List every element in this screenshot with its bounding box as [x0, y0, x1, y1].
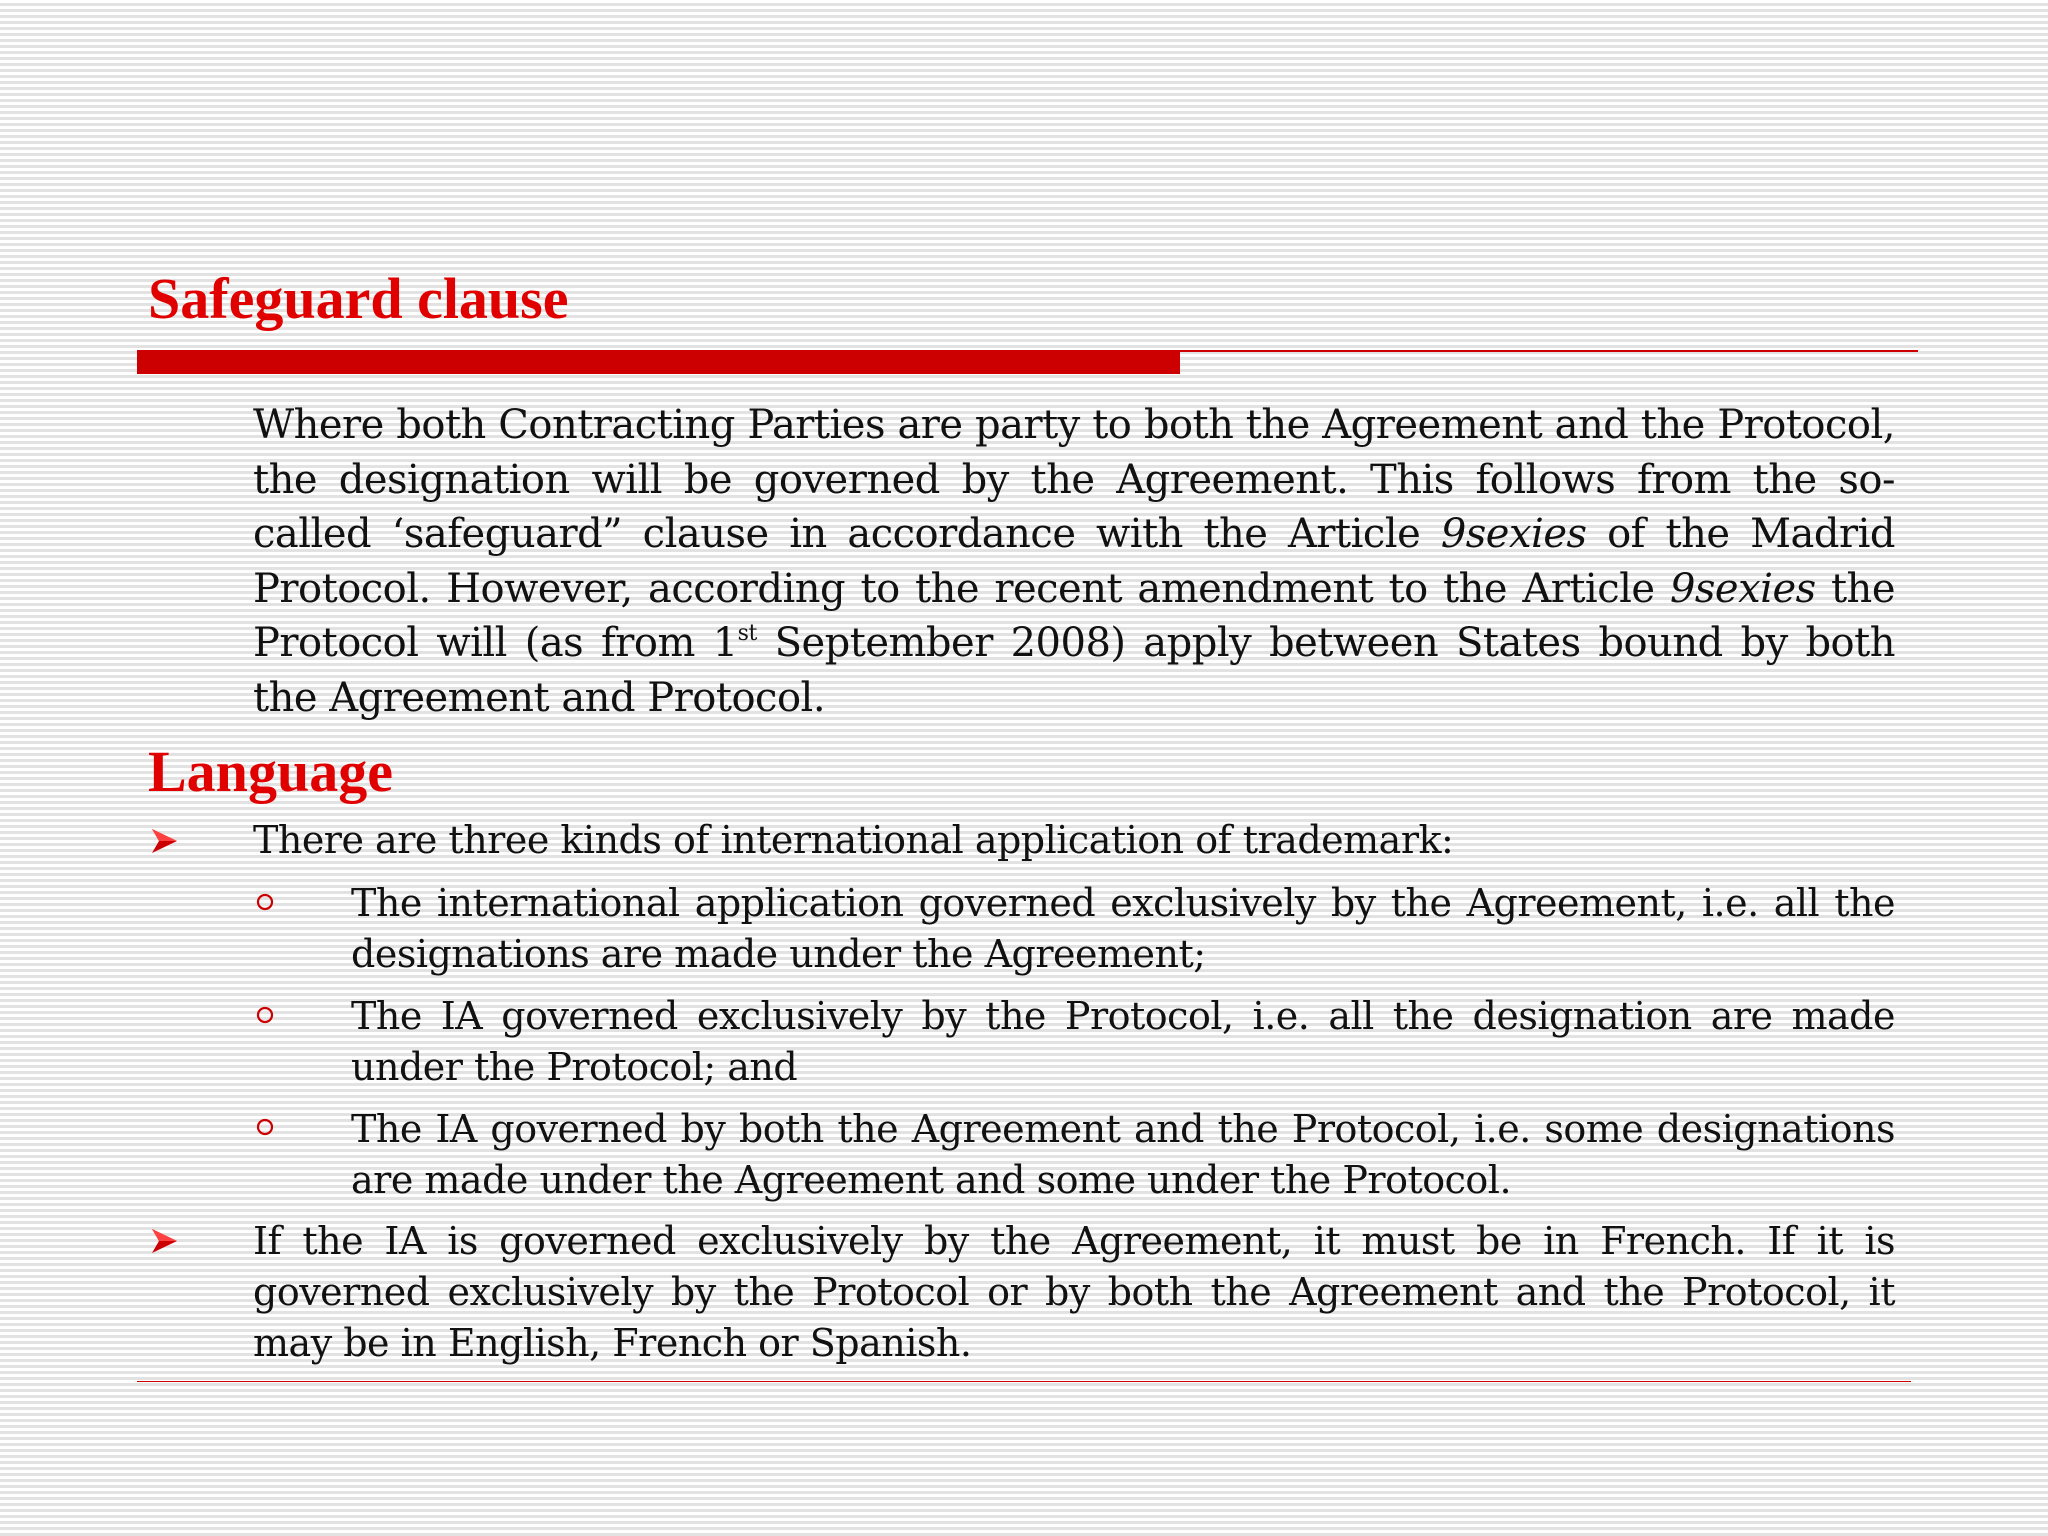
- paragraph-italic-term: 9sexies: [1669, 565, 1816, 612]
- paragraph-italic-term: 9sexies: [1440, 511, 1587, 557]
- heading-safeguard-clause: Safeguard clause: [148, 266, 569, 331]
- paragraph-text: the Protocol will (as from 1: [253, 565, 1895, 666]
- circle-bullet-icon: [256, 893, 274, 911]
- safeguard-paragraph: [253, 398, 1895, 725]
- heading-language: Language: [148, 739, 393, 804]
- paragraph-text: Where both Contracting Parties are party to both the Agreement and the Protocol, the designation will be governed by the Agreement. This follows from the so-called ‘safeguard” clause in accordance with the Article: [253, 402, 1895, 557]
- list-item: There are three kinds of international application of trademark:: [253, 818, 1454, 862]
- paragraph-text: September 2008) apply between States bound by both the Agreement and Protocol.: [253, 620, 1895, 721]
- paragraph-text: of the Madrid Protocol. However, according to the recent amendment to the Article: [253, 511, 1896, 612]
- arrow-bullet-icon: [150, 828, 178, 854]
- arrow-bullet-icon: [150, 1228, 178, 1254]
- list-item: If the IA is governed exclusively by the Agreement, it must be in French. If it is governed exclusively by the Protocol or by both the Agreement and the Protocol, it may be in English, French or Spanish.: [253, 1219, 1895, 1365]
- circle-bullet-icon: [256, 1118, 274, 1136]
- ordinal-superscript: st: [737, 621, 757, 646]
- circle-bullet-icon: [256, 1006, 274, 1024]
- sub-list-item: The IA governed by both the Agreement and the Protocol, i.e. some designations are made under the Agreement and some under the Protocol.: [351, 1107, 1895, 1202]
- title-underline-thin: [1180, 350, 1918, 352]
- title-underline-thick: [137, 350, 1180, 374]
- sub-list-item: The IA governed exclusively by the Protocol, i.e. all the designation are made under the Protocol; and: [351, 994, 1895, 1089]
- footer-rule: [137, 1381, 1911, 1382]
- sub-list-item: The international application governed exclusively by the Agreement, i.e. all the designations are made under the Agreement;: [351, 881, 1895, 976]
